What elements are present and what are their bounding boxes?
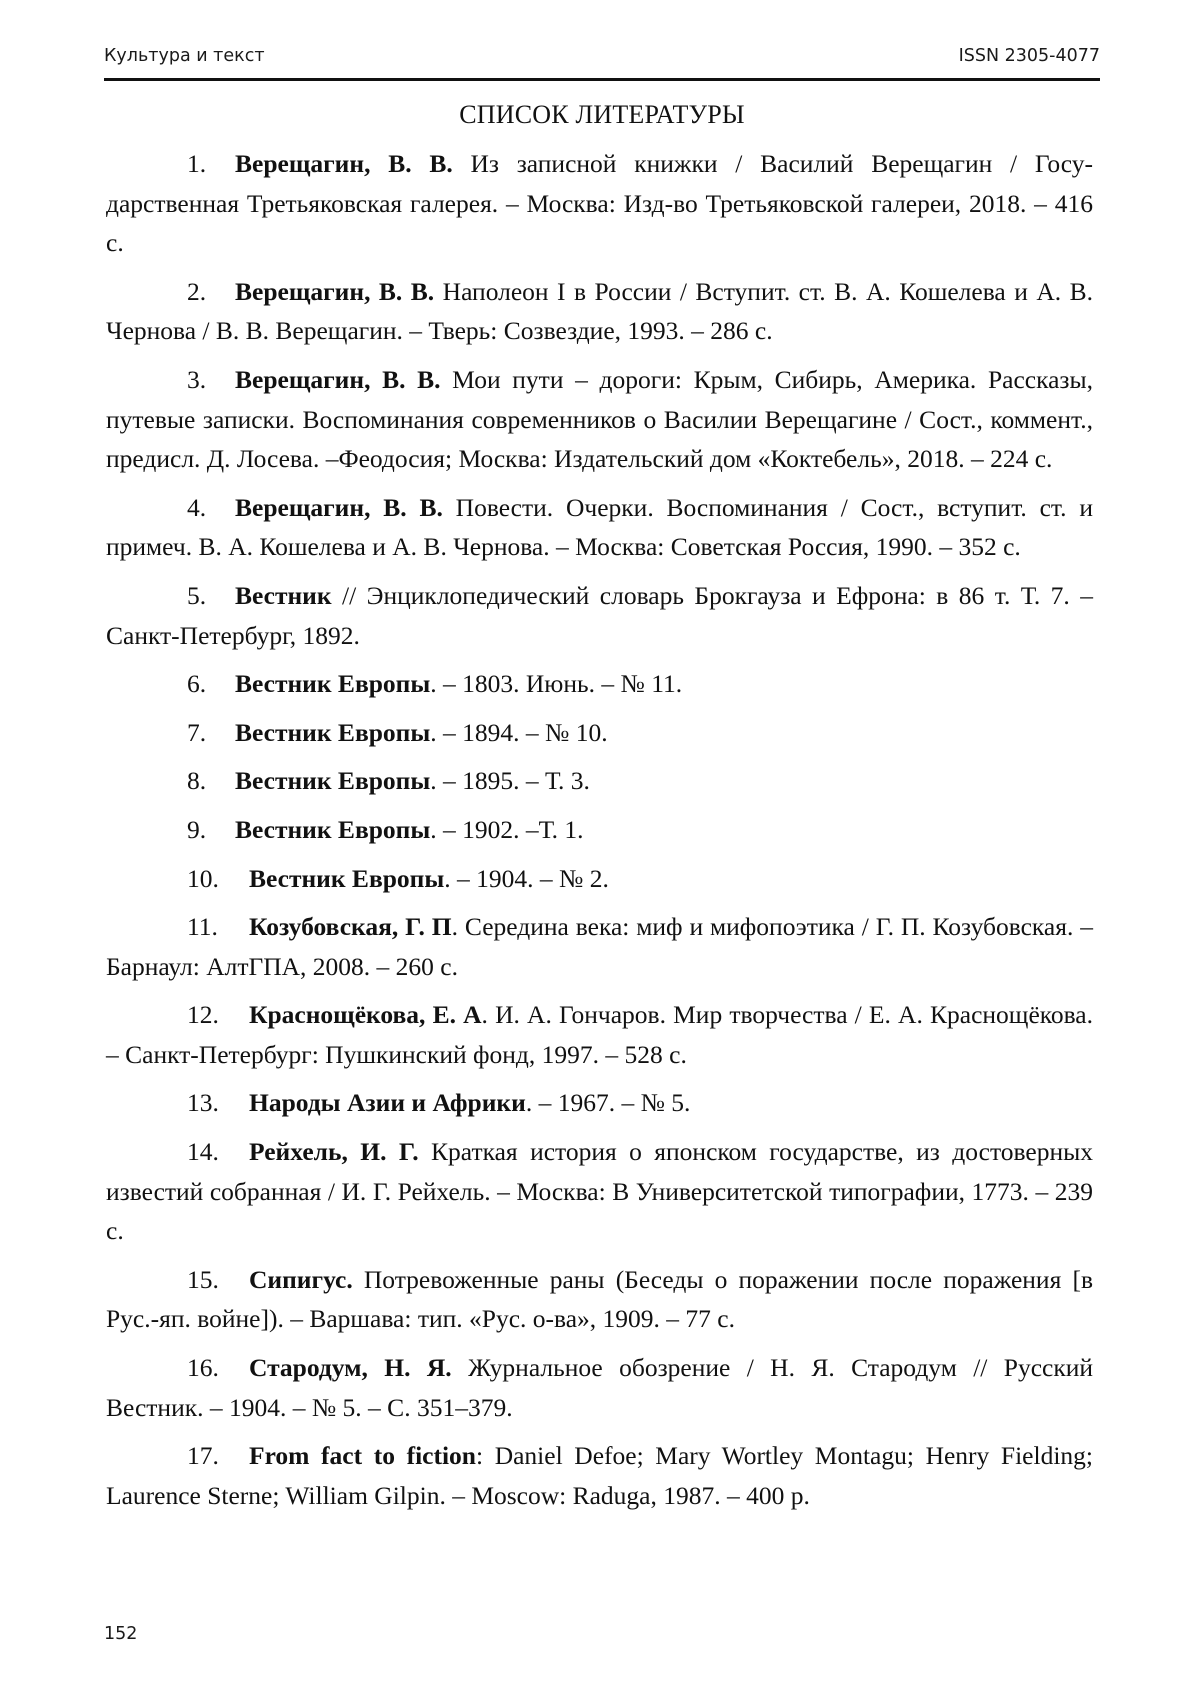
reference-number: 11. [187,912,218,942]
reference-item [106,907,1093,986]
reference-number: 3. [187,364,207,394]
reference-number: 15. [187,1264,219,1294]
reference-number: 4. [187,492,207,522]
reference-text: . – 1902. –Т. 1. [430,814,584,844]
reference-item [106,810,1093,850]
reference-number: 5. [187,580,207,610]
reference-text: : Daniel Defoe; Mary Wortley Montagu; Henry Fielding; Laurence Sterne; William Gilpin. – Moscow: Raduga, 1987. – 400 p. [106,1441,1094,1510]
reference-item [106,272,1093,351]
reference-author: Вестник Европы [235,717,431,747]
reference-author: Верещагин, В. В. [235,149,453,178]
reference-author: Сипигус. [249,1264,353,1294]
reference-list [106,144,1093,1524]
reference-author: Верещагин, В. В. [235,492,443,522]
reference-author: Вестник Европы [249,863,445,893]
reference-author: Краснощёкова, Е. А [249,1000,482,1030]
reference-item [106,995,1093,1074]
reference-author: Верещагин, В. В. [235,276,435,306]
section-title: СПИСОК ЛИТЕРАТУРЫ [459,100,745,129]
reference-number: 14. [187,1137,219,1167]
reference-text: . – 1803. Июнь. – № 11. [430,669,683,699]
reference-number: 12. [187,1000,219,1030]
reference-author: Вестник [235,580,332,610]
issn-label: ISSN 2305-4077 [958,46,1100,66]
reference-item [106,1436,1093,1515]
reference-number: 1. [187,149,207,178]
reference-text: Потревоженные раны (Беседы о поражении после поражения [в Рус.-яп. войне]). – Варшава: тип. «Рус. о-ва», 1909. – 77 с. [106,1264,1093,1334]
reference-item [106,360,1093,479]
reference-author: Вестник Европы [235,669,431,699]
reference-item [106,664,1093,704]
reference-item [106,1260,1093,1339]
reference-author: Народы Азии и Африки [249,1088,526,1118]
reference-item [106,1083,1093,1123]
reference-text: . И. А. Гончаров. Мир творчества / Е. А. Краснощёкова. – Санкт-Петербург: Пушкинский фонд, 1997. – 528 с. [106,1000,1093,1069]
reference-text: Краткая история о японском государстве, из достоверных известий собранная / И. Г. Рейхель. – Москва: В Университетской типографии, 1773. – 239 с. [106,1137,1093,1246]
reference-text: Мои пути – дороги: Крым, Сибирь, Америка. Рассказы, путевые записки. Воспоминания современников о Василии Верещагине / Сост., коммент., предисл. Д. Лосева. –Феодосия; Москва: Издательский дом «Коктебель», 2018. – 224 с. [106,364,1093,474]
reference-item [106,1132,1093,1251]
reference-item [106,144,1093,263]
header-rule [104,78,1100,81]
reference-text: . – 1967. – № 5. [525,1088,691,1118]
journal-title: Культура и текст [104,46,265,66]
reference-item [106,713,1093,753]
reference-text: Наполеон I в России / Вступит. ст. В. А. Кошелева и А. В. Чернова / В. В. Верещагин. – Тверь: Созвездие, 1993. – 286 с. [106,276,1093,346]
reference-number: 16. [187,1353,219,1383]
reference-number: 10. [187,863,219,893]
reference-item [106,576,1093,655]
reference-number: 2. [187,276,207,306]
reference-text: Из записной книжки / Василий Верещагин / Государственная Третьяковская галерея. – Москва: Изд-во Третьяковской галереи, 2018. – 416 с. [106,149,1094,258]
reference-text: // Энциклопедический словарь Брокгауза и Ефрона: в 86 т. Т. 7. – Санкт-Петербург, 1892. [106,580,1093,650]
reference-number: 13. [187,1088,219,1118]
reference-author: Вестник Европы [235,814,431,844]
reference-item [106,859,1093,899]
reference-item [106,761,1093,801]
reference-text: Журнальное обозрение / Н. Я. Стародум // Русский Вестник. – 1904. – № 5. – С. 351–379. [106,1353,1094,1422]
reference-item [106,1348,1093,1427]
reference-number: 9. [187,814,207,844]
reference-item [106,488,1093,567]
reference-author: Вестник Европы [235,766,431,796]
reference-text: . Середина века: миф и мифопоэтика / Г. П. Козубовская. – Барнаул: АлтГПА, 2008. – 260 с. [106,912,1093,981]
reference-number: 8. [187,766,207,796]
reference-author: Стародум, Н. Я. [249,1353,452,1383]
reference-number: 6. [187,669,207,699]
page-number: 152 [104,1624,138,1644]
reference-author: Рейхель, И. Г. [249,1137,419,1167]
reference-author: Верещагин, В. В. [235,364,441,394]
reference-text: Повести. Очерки. Воспоминания / Сост., вступит. ст. и примеч. В. А. Кошелева и А. В. Чернова. – Москва: Советская Россия, 1990. – 352 с. [106,492,1093,562]
reference-number: 7. [187,717,207,747]
reference-author: Козубовская, Г. П [249,912,452,942]
reference-number: 17. [187,1441,219,1471]
reference-text: . – 1904. – № 2. [444,863,609,893]
reference-text: . – 1894. – № 10. [430,717,608,747]
reference-text: . – 1895. – Т. 3. [430,766,590,796]
reference-author: From fact to fiction [249,1441,476,1471]
